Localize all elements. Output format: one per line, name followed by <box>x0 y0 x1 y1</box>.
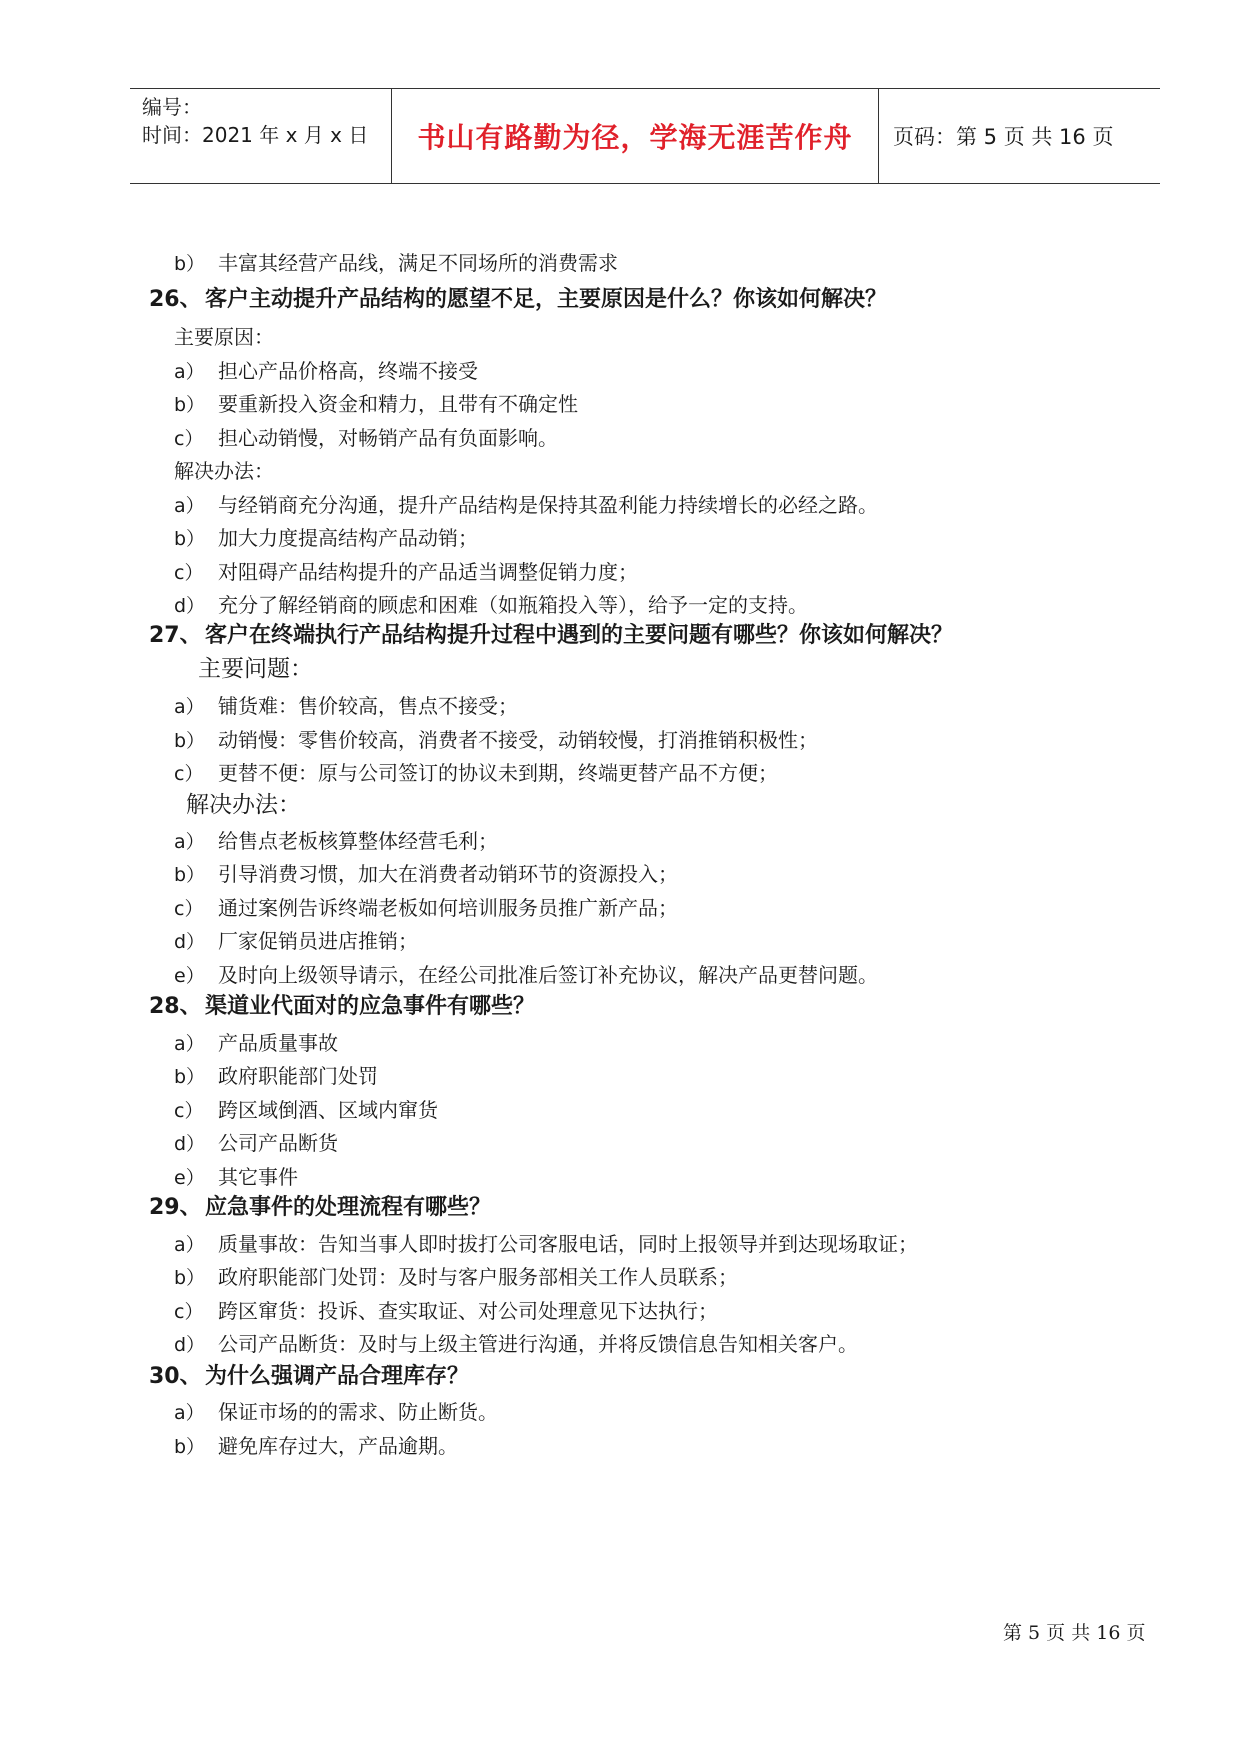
item-text: 与经销商充分沟通，提升产品结构是保持其盈利能力持续增长的必经之路。 <box>218 493 878 517</box>
item-label: c） <box>174 1100 204 1122</box>
item-label: a） <box>174 696 205 718</box>
item-text: 引导消费习惯，加大在消费者动销环节的资源投入； <box>218 862 678 886</box>
item-text: 更替不便：原与公司签订的协议未到期，终端更替产品不方便； <box>218 761 778 785</box>
question-heading <box>149 284 887 316</box>
item-label: a） <box>174 1234 205 1256</box>
list-item <box>174 859 678 889</box>
item-label: b） <box>174 730 206 752</box>
list-item <box>174 1329 858 1359</box>
item-text: 给售点老板核算整体经营毛利； <box>218 829 498 853</box>
question-title: 渠道业代面对的应急事件有哪些？ <box>205 994 536 1019</box>
item-text: 政府职能部门处罚 <box>218 1064 378 1088</box>
list-item <box>174 590 808 620</box>
item-text: 担心产品价格高，终端不接受 <box>218 359 478 383</box>
list-item <box>174 960 878 990</box>
item-text: 产品质量事故 <box>218 1031 338 1055</box>
list-item <box>174 423 558 453</box>
question-heading <box>149 1361 469 1393</box>
item-label: c） <box>174 1301 204 1323</box>
list-item <box>174 1061 378 1091</box>
item-text: 保证市场的的需求、防止断货。 <box>218 1400 498 1424</box>
list-item <box>174 1028 338 1058</box>
item-text: 政府职能部门处罚：及时与客户服务部相关工作人员联系； <box>218 1265 738 1289</box>
list-item <box>174 1095 438 1125</box>
item-text: 担心动销慢，对畅销产品有负面影响。 <box>218 426 558 450</box>
section-label: 主要问题： <box>198 656 313 682</box>
item-text: 公司产品断货 <box>218 1131 338 1155</box>
item-label: c） <box>174 428 204 450</box>
question-heading <box>149 991 535 1023</box>
item-label: a） <box>174 1033 205 1055</box>
list-item <box>174 1229 918 1259</box>
item-text: 通过案例告诉终端老板如何培训服务员推广新产品； <box>218 896 678 920</box>
question-title: 客户在终端执行产品结构提升过程中遇到的主要问题有哪些？你该如何解决？ <box>205 623 954 648</box>
list-item <box>174 557 638 587</box>
list-item <box>174 725 818 755</box>
list-item <box>174 356 478 386</box>
item-label: a） <box>174 361 205 383</box>
item-label: b） <box>174 1436 206 1458</box>
item-label: a） <box>174 1402 205 1424</box>
item-label: b） <box>174 528 206 550</box>
question-number: 30、 <box>149 1364 202 1389</box>
question-number: 26、 <box>149 287 202 312</box>
item-label: d） <box>174 931 206 953</box>
list-item <box>174 490 878 520</box>
list-item <box>174 758 778 788</box>
item-label: c） <box>174 763 204 785</box>
question-heading <box>149 620 953 652</box>
question-number: 29、 <box>149 1195 202 1220</box>
time-label: 时间：2021 年 x 月 x 日 <box>142 123 369 147</box>
list-item <box>174 691 518 721</box>
list-item <box>174 1162 298 1192</box>
item-label: a） <box>174 831 205 853</box>
section-label: 解决办法： <box>186 792 301 818</box>
list-item <box>174 1128 338 1158</box>
item-text: 其它事件 <box>218 1165 298 1189</box>
item-label: b） <box>174 1066 206 1088</box>
item-label: c） <box>174 898 204 920</box>
item-text: 质量事故：告知当事人即时拔打公司客服电话，同时上报领导并到达现场取证； <box>218 1232 918 1256</box>
item-text: 公司产品断货：及时与上级主管进行沟通，并将反馈信息告知相关客户。 <box>218 1332 858 1356</box>
item-label: b） <box>174 253 206 275</box>
item-text: 跨区域倒酒、区域内窜货 <box>218 1098 438 1122</box>
section-label: 主要原因： <box>174 325 274 349</box>
list-item <box>174 1431 458 1461</box>
item-label: b） <box>174 394 206 416</box>
item-label: d） <box>174 595 206 617</box>
header-table <box>130 88 1160 184</box>
question-number: 28、 <box>149 994 202 1019</box>
list-item <box>174 893 678 923</box>
header-meta <box>130 89 392 183</box>
item-label: b） <box>174 864 206 886</box>
item-text: 厂家促销员进店推销； <box>218 929 418 953</box>
page-footer: 第 5 页 共 16 页 <box>1003 1622 1146 1644</box>
list-item <box>174 1397 498 1427</box>
item-label: a） <box>174 495 205 517</box>
list-item <box>174 826 498 856</box>
item-text: 动销慢：零售价较高，消费者不接受，动销较慢，打消推销积极性； <box>218 728 818 752</box>
item-label: e） <box>174 1167 205 1189</box>
item-text: 铺货难：售价较高，售点不接受； <box>218 694 518 718</box>
section-label: 解决办法： <box>174 459 274 483</box>
item-text: 对阻碍产品结构提升的产品适当调整促销力度； <box>218 560 638 584</box>
item-text: 避免库存过大，产品逾期。 <box>218 1434 458 1458</box>
item-label: d） <box>174 1334 206 1356</box>
list-item <box>174 523 478 553</box>
code-label: 编号： <box>142 95 202 119</box>
item-label: c） <box>174 562 204 584</box>
header-page-code: 页码：第 5 页 共 16 页 <box>893 125 1114 149</box>
item-text: 要重新投入资金和精力，且带有不确定性 <box>218 392 578 416</box>
item-label: e） <box>174 965 205 987</box>
item-label: d） <box>174 1133 206 1155</box>
list-item <box>174 1262 738 1292</box>
item-label: b） <box>174 1267 206 1289</box>
header-motto: 书山有路勤为径，学海无涯苦作舟 <box>392 89 879 183</box>
item-text: 跨区窜货：投诉、查实取证、对公司处理意见下达执行； <box>218 1299 718 1323</box>
list-item <box>174 389 578 419</box>
question-title: 客户主动提升产品结构的愿望不足，主要原因是什么？你该如何解决？ <box>205 287 888 312</box>
item-text: 加大力度提高结构产品动销； <box>218 526 478 550</box>
item-text: 丰富其经营产品线，满足不同场所的消费需求 <box>218 251 618 275</box>
list-item <box>174 926 418 956</box>
question-title: 应急事件的处理流程有哪些？ <box>205 1195 492 1220</box>
question-title: 为什么强调产品合理库存？ <box>205 1364 470 1389</box>
question-heading <box>149 1192 491 1224</box>
question-number: 27、 <box>149 623 202 648</box>
list-item <box>174 248 618 278</box>
item-text: 及时向上级领导请示，在经公司批准后签订补充协议，解决产品更替问题。 <box>218 963 878 987</box>
list-item <box>174 1296 718 1326</box>
item-text: 充分了解经销商的顾虑和困难（如瓶箱投入等），给予一定的支持。 <box>218 593 808 617</box>
